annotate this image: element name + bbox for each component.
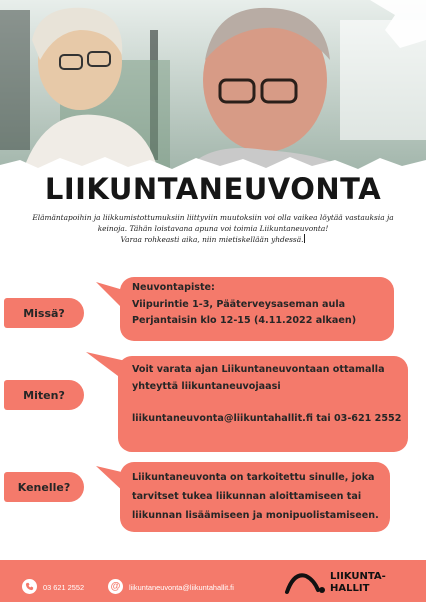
brand-name: [330, 571, 386, 595]
section-label-text: Missä?: [23, 306, 65, 320]
bubble-line: Perjantaisin klo 12-15 (4.11.2022 alkaen): [132, 315, 357, 326]
brand-line: HALLIT: [330, 583, 370, 594]
bubble-line: yhteyttä liikuntaneuvojaasi: [132, 380, 281, 392]
info-bubble-where: [120, 277, 394, 341]
bubble-line: tarvitset tukea liikunnan aloittamiseen tai: [132, 491, 362, 502]
email-contact: liikuntaneuvonta@liikuntahallit.fi tai 03-621 2552: [132, 413, 402, 424]
brand-logo-mark: [284, 568, 328, 596]
bubble-line: Viipurintie 1-3, Pääterveysaseman aula: [132, 298, 346, 310]
bubble-line: Neuvontapiste:: [132, 282, 215, 293]
bubble-line: [132, 395, 408, 411]
brand-line: LIIKUNTA-: [330, 571, 386, 582]
section-label-text: Kenelle?: [17, 480, 71, 494]
footer-phone: 03 621 2552: [43, 583, 85, 592]
section-label-how: [4, 380, 84, 410]
text-cursor: [304, 234, 305, 243]
header-photo: [0, 0, 426, 180]
intro-text: [28, 212, 398, 245]
bubble-line: Liikuntaneuvonta on tarkoitettu sinulle, joka: [132, 472, 375, 483]
intro-line: Elämäntapoihin ja liikkumistottumuksiin liittyviin muutoksiin voi olla vaikea löytää vastauksia ja: [32, 213, 394, 222]
phone-icon: [22, 579, 37, 594]
section-label-where: [4, 298, 84, 328]
intro-line: Varaa rohkeasti aika, niin mietiskellään yhdessä.: [120, 235, 304, 244]
intro-line: keinoja. Tähän loistavana apuna voi toimia Liikuntaneuvonta!: [97, 224, 329, 233]
info-bubble-how: [118, 356, 408, 452]
section-label-who: [4, 472, 84, 502]
bubble-line: liikunnan lisäämiseen ja monipuolistamiseen.: [132, 510, 379, 521]
info-bubble-who: [120, 462, 390, 532]
section-label-text: Miten?: [23, 388, 65, 402]
footer-email: liikuntaneuvonta@liikuntahallit.fi: [129, 583, 234, 592]
at-icon: @: [108, 579, 123, 594]
bubble-line: Voit varata ajan Liikuntaneuvontaan ottamalla: [132, 364, 385, 375]
page-title: LIIKUNTANEUVONTA: [44, 172, 382, 206]
footer-bar: [0, 560, 426, 602]
